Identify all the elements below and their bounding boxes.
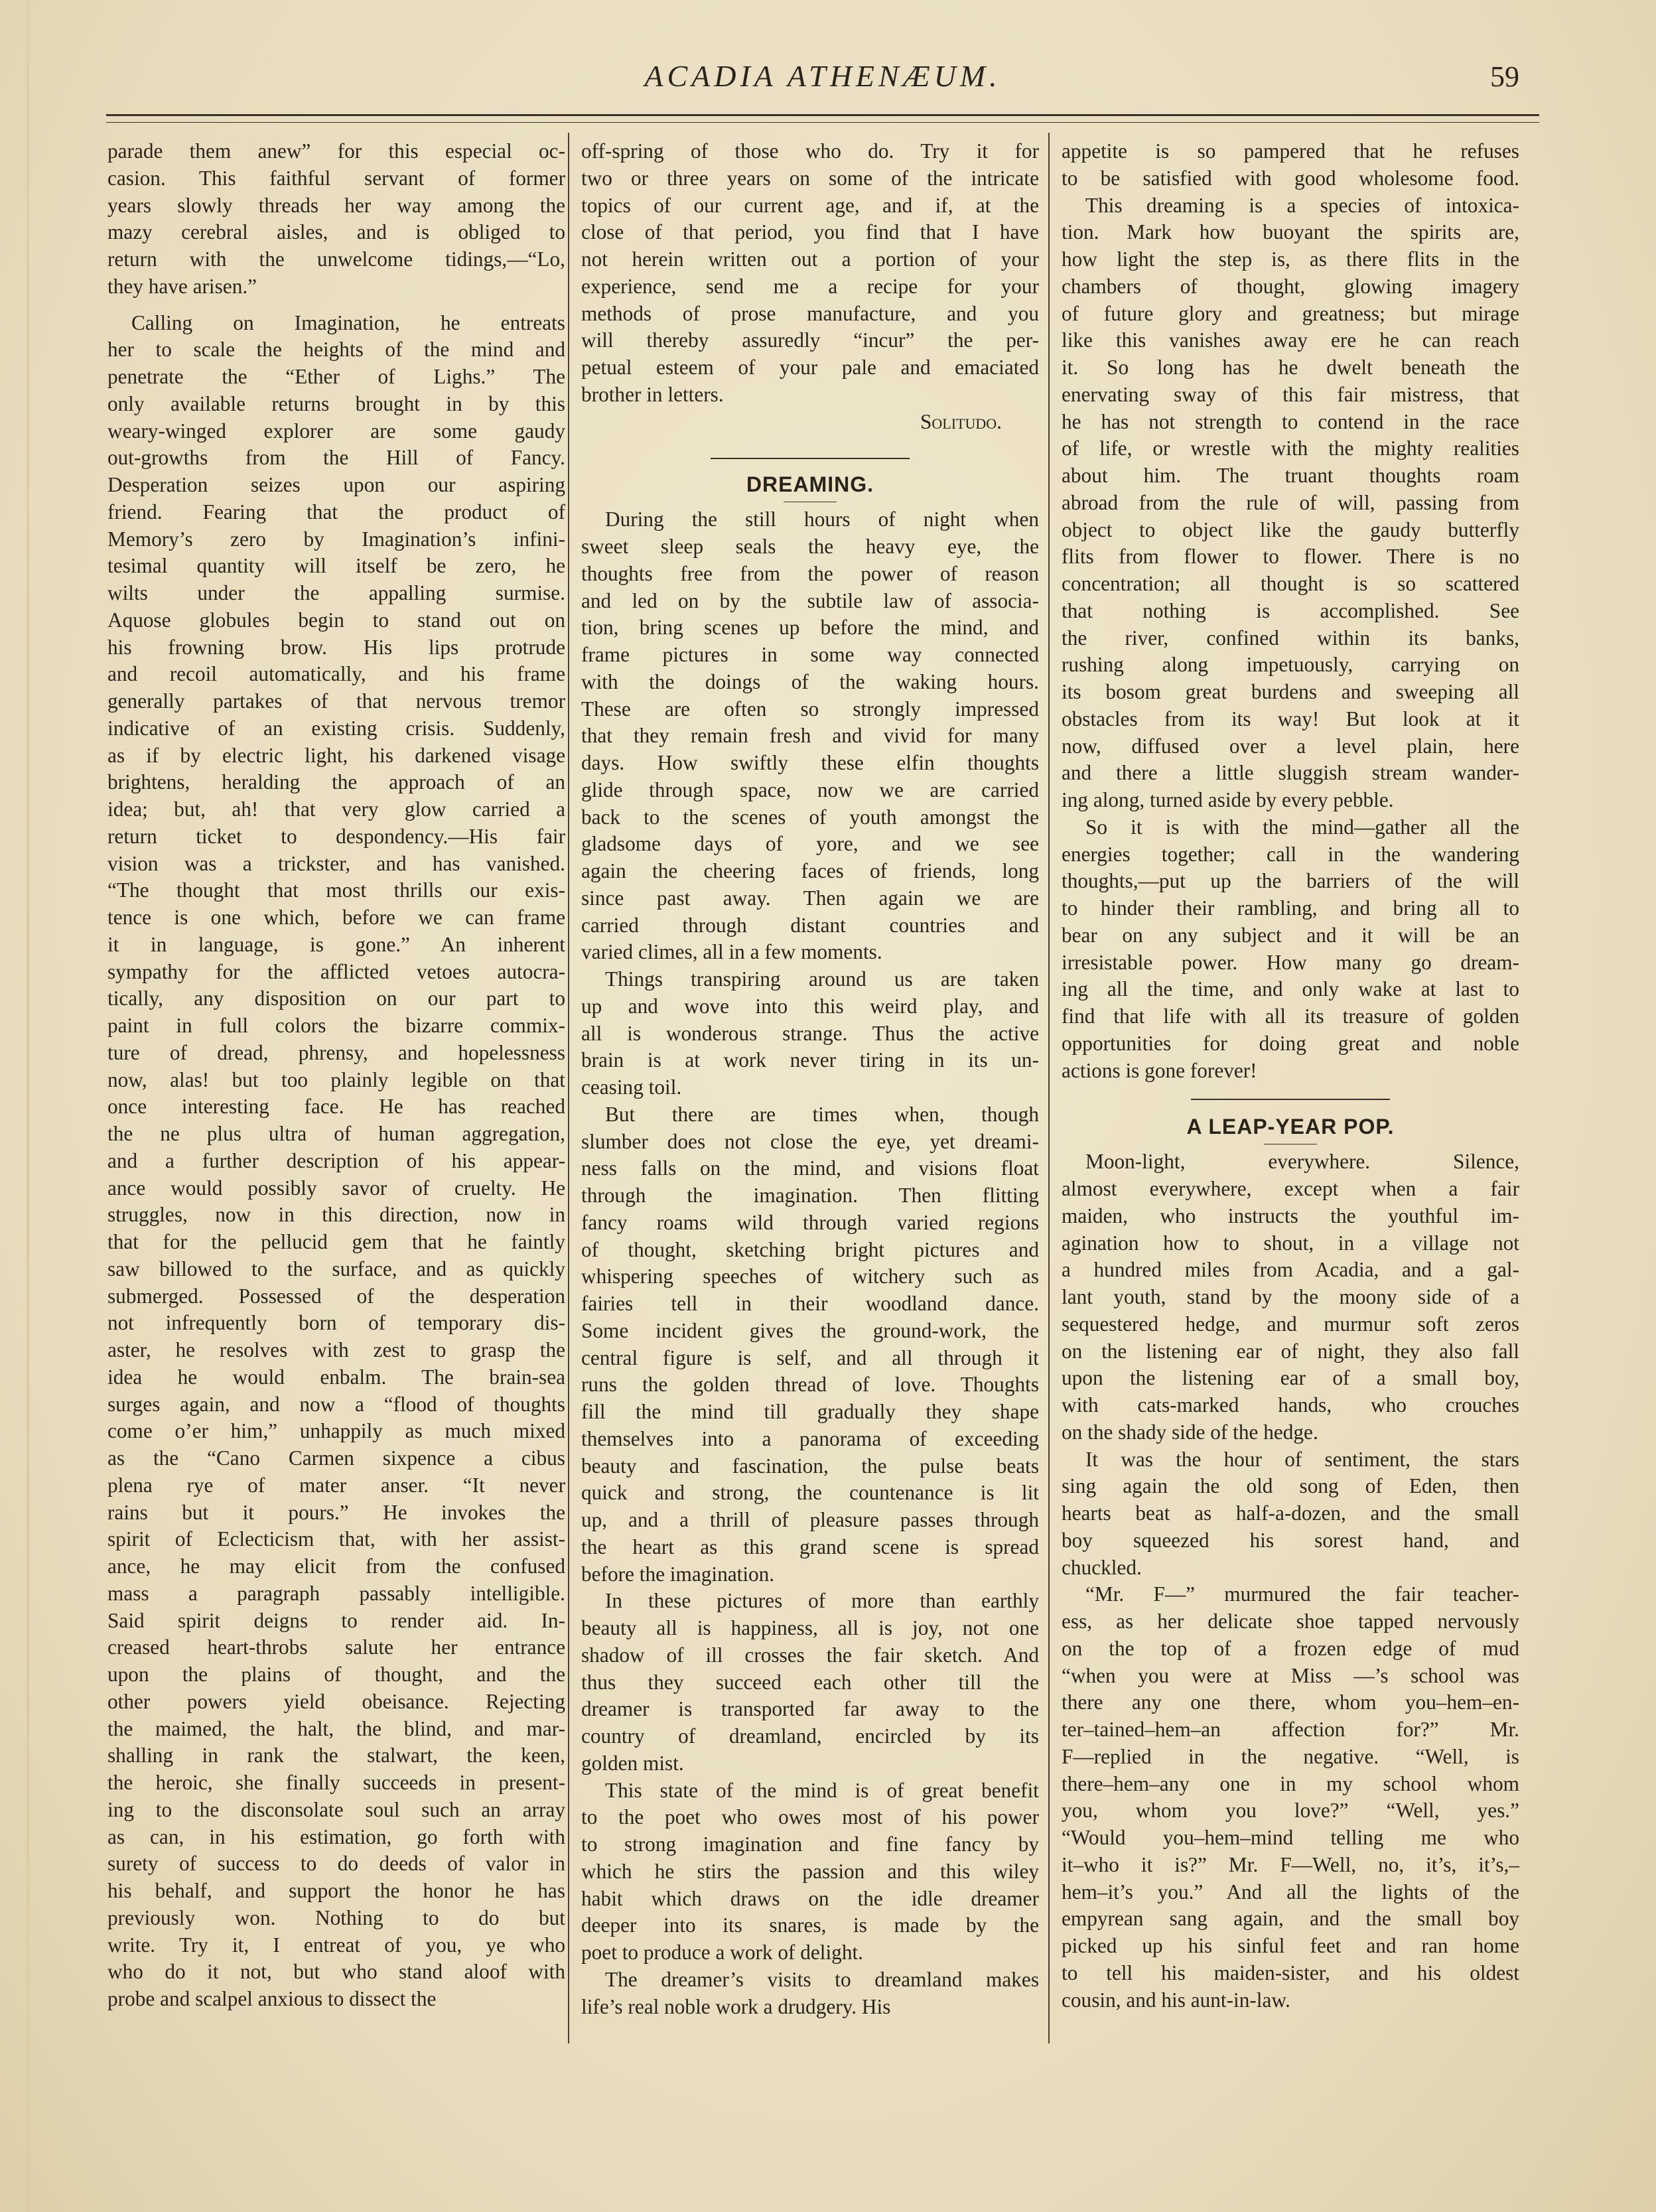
text-line: the heroic, she finally succeeds in present-	[107, 1771, 565, 1794]
text-line: abroad from the rule of will, passing from	[1062, 490, 1519, 514]
text-line: will thereby assuredly “incur” the per-	[581, 328, 1039, 352]
text-line: beauty all is happiness, all is joy, not one	[581, 1616, 1039, 1639]
text-line: lant youth, stand by the moony side of a	[1062, 1285, 1519, 1308]
text-line: cousin, and his aunt-in-law.	[1062, 1988, 1290, 2012]
text-line: Said spirit deigns to render aid. In-	[107, 1608, 565, 1632]
text-line: of life, or wrestle with the mighty realities	[1062, 437, 1519, 460]
text-line: weary-winged explorer are some gaudy	[107, 419, 565, 443]
text-line: frame pictures in some way connected	[581, 643, 1039, 666]
masthead	[106, 58, 1539, 98]
text-line: poet to produce a work of delight.	[581, 1941, 863, 1964]
text-line: beauty and fascination, the pulse beats	[581, 1454, 1039, 1478]
text-line: other powers yield obeisance. Rejecting	[107, 1689, 565, 1713]
text-line: In these pictures of more than earthly	[605, 1589, 1039, 1613]
text-line: object to object like the gaudy butterfly	[1062, 518, 1519, 541]
text-line: with cats-marked hands, who crouches	[1062, 1393, 1519, 1417]
text-line: ess, as her delicate shoe tapped nervously	[1062, 1610, 1519, 1633]
text-line: generally partakes of that nervous tremor	[107, 689, 565, 713]
text-line: fairies tell in their woodland dance.	[581, 1292, 1039, 1315]
page-fold-shadow	[27, 0, 29, 2212]
text-line: again the cheering faces of friends, long	[581, 859, 1039, 882]
text-line: friend. Fearing that the product of	[107, 500, 565, 523]
text-line: mass a paragraph passably intelligible.	[107, 1581, 565, 1605]
text-line: tesimal quantity will itself be zero, he	[107, 554, 565, 578]
text-line: So it is with the mind—gather all the	[1085, 815, 1519, 839]
text-line: F—replied in the negative. “Well, is	[1062, 1744, 1519, 1768]
text-line: Desperation seizes upon our aspiring	[107, 473, 565, 496]
text-line: experience, send me a recipe for your	[581, 274, 1039, 298]
column-2	[581, 138, 1039, 2020]
column-1	[107, 138, 565, 2013]
text-line: During the still hours of night when	[605, 508, 1039, 531]
text-line: a hundred miles from Acadia, and a gal-	[1062, 1258, 1519, 1282]
text-line: who do it not, but who stand aloof with	[107, 1960, 565, 1984]
text-line: it. So long has he dwelt beneath the	[1062, 356, 1519, 379]
text-line: sweet sleep seals the heavy eye, the	[581, 535, 1039, 558]
text-line: ness falls on the mind, and visions float	[581, 1156, 1039, 1180]
dreaming-article-body	[581, 506, 1039, 2020]
text-line: habit which draws on the idle dreamer	[581, 1886, 1039, 1910]
text-line: tion. Mark how buoyant the spirits are,	[1062, 220, 1519, 244]
text-line: sequestered hedge, and murmur soft zeros	[1062, 1312, 1519, 1336]
text-line: of future glory and greatness; but mirage	[1062, 301, 1519, 325]
text-line: irresistable power. How many go dream-	[1062, 950, 1519, 974]
text-line: not herein written out a portion of your	[581, 247, 1039, 271]
text-line: they have arisen.”	[107, 274, 257, 298]
text-line: which he stirs the passion and this wiley	[581, 1859, 1039, 1883]
text-line: and recoil automatically, and his frame	[107, 662, 565, 686]
text-line: “The thought that most thrills our exis-	[107, 878, 565, 902]
text-line: its bosom great burdens and sweeping all	[1062, 680, 1519, 703]
text-line: ing all the time, and only wake at last to	[1062, 977, 1519, 1001]
text-line: her to scale the heights of the mind and	[107, 338, 565, 362]
text-line: there any one there, whom you–hem–en-	[1062, 1691, 1519, 1714]
text-line: brother in letters.	[581, 382, 724, 406]
text-line: and there a little sluggish stream wander-	[1062, 761, 1519, 785]
text-line: maiden, who instructs the youthful im-	[1062, 1204, 1519, 1227]
article-title-leap-year-pop: A LEAP-YEAR POP.	[1186, 1115, 1395, 1139]
text-line: gladsome days of yore, and we see	[581, 832, 1039, 856]
text-line: energies together; call in the wandering	[1062, 842, 1519, 866]
text-line: now, alas! but too plainly legible on that	[107, 1068, 565, 1091]
text-line: like this vanishes away ere he can reach	[1062, 328, 1519, 352]
text-line: up, and a thrill of pleasure passes through	[581, 1508, 1039, 1531]
text-line: find that life with all its treasure of golden	[1062, 1004, 1519, 1028]
text-line: penetrate the “Ether of Lighs.” The	[107, 365, 565, 388]
text-line: ing to the disconsolate soul such an array	[107, 1797, 565, 1821]
paragraph-gap	[107, 301, 565, 310]
text-line: on the listening ear of night, they also fall	[1062, 1339, 1519, 1363]
text-line: agination how to shout, in a village not	[1062, 1231, 1519, 1255]
text-line: “when you were at Miss —’s school was	[1062, 1663, 1519, 1687]
text-line: probe and scalpel anxious to dissect the	[107, 1987, 437, 2010]
text-line: tence is one which, before we can frame	[107, 906, 565, 929]
text-line: petual esteem of your pale and emaciated	[581, 356, 1039, 379]
text-line: Things transpiring around us are taken	[605, 967, 1039, 991]
text-line: before the imagination.	[581, 1562, 775, 1586]
text-line: aster, he resolves with zest to grasp the	[107, 1338, 565, 1361]
text-line: all is wonderous strange. Thus the active	[581, 1021, 1039, 1045]
text-line: ing along, turned aside by every pebble.	[1062, 788, 1394, 811]
text-line: return ticket to despondency.—His fair	[107, 824, 565, 848]
text-line: it in language, is gone.” An inherent	[107, 932, 565, 956]
page-number: 59	[1490, 60, 1519, 93]
text-line: ture of dread, phrensy, and hopelessness	[107, 1040, 565, 1064]
text-line: glide through space, now we are carried	[581, 778, 1039, 801]
header-rule	[106, 114, 1539, 116]
text-line: thoughts free from the power of reason	[581, 561, 1039, 585]
text-line: on the shady side of the hedge.	[1062, 1420, 1318, 1444]
text-line: Aquose globules begin to stand out on	[107, 608, 565, 632]
text-line: only available returns brought in by this	[107, 391, 565, 415]
text-line: ceasing toil.	[581, 1075, 682, 1099]
text-line: to strong imagination and fine fancy by	[581, 1832, 1039, 1856]
text-line: write. Try it, I entreat of you, ye who	[107, 1933, 565, 1957]
text-line: hearts beat as half-a-dozen, and the small	[1062, 1501, 1519, 1525]
text-line: mazy cerebral aisles, and is obliged to	[107, 220, 565, 244]
text-line: about him. The truant thoughts roam	[1062, 464, 1519, 487]
text-line: two or three years on some of the intricate	[581, 166, 1039, 190]
column-3	[1062, 138, 1519, 2014]
text-line: empyrean sang again, and the small boy	[1062, 1907, 1519, 1931]
signature-solitudo: Solitudo.	[920, 409, 1002, 433]
text-line: brain is at work never tiring in its un-	[581, 1048, 1039, 1072]
text-line: ter–tained–hem–an affection for?” Mr.	[1062, 1718, 1519, 1741]
text-line: Some incident gives the ground-work, the	[581, 1318, 1039, 1342]
text-line: “Would you–hem–mind telling me who	[1062, 1826, 1519, 1849]
text-line: ance, he may elicit from the confused	[107, 1555, 565, 1578]
text-line: actions is gone forever!	[1062, 1058, 1257, 1082]
text-line: casion. This faithful servant of former	[107, 166, 565, 190]
text-line: the maimed, the halt, the blind, and mar-	[107, 1716, 565, 1740]
text-line: boy squeezed his sorest hand, and	[1062, 1528, 1519, 1552]
text-line: But there are times when, though	[605, 1102, 1039, 1126]
text-line: flits from flower to flower. There is no	[1062, 545, 1519, 569]
article-title-dreaming: DREAMING.	[746, 472, 874, 497]
text-line: brightens, heralding the approach of an	[107, 770, 565, 794]
text-line: not infrequently born of temporary dis-	[107, 1311, 565, 1335]
text-line: you, whom you love?” “Well, yes.”	[1062, 1799, 1519, 1823]
text-line: It was the hour of sentiment, the stars	[1085, 1447, 1519, 1471]
article-separator-2	[1191, 1099, 1390, 1100]
text-line: submerged. Possessed of the desperation	[107, 1284, 565, 1308]
text-line: sympathy for the afflicted vetoes autocra-	[107, 959, 565, 983]
text-line: Memory’s zero by Imagination’s infini-	[107, 527, 565, 551]
text-line: The dreamer’s visits to dreamland makes	[605, 1967, 1039, 1991]
text-line: out-growths from the Hill of Fancy.	[107, 446, 565, 470]
dreaming-article-continued	[1062, 138, 1519, 1084]
text-line: golden mist.	[581, 1751, 684, 1775]
text-line: struggles, now in this direction, now in	[107, 1203, 565, 1227]
text-line: thoughts,—put up the barriers of the will	[1062, 869, 1519, 893]
text-line: chambers of thought, glowing imagery	[1062, 274, 1519, 298]
text-line: on the top of a frozen edge of mud	[1062, 1636, 1519, 1660]
text-line: to be satisfied with good wholesome food.	[1062, 166, 1519, 190]
text-line: shalling in rank the stalwart, the keen,	[107, 1744, 565, 1767]
text-line: runs the golden thread of love. Thoughts	[581, 1373, 1039, 1397]
text-line: chuckled.	[1062, 1555, 1142, 1579]
text-line: there–hem–any one in my school whom	[1062, 1771, 1519, 1795]
text-line: parade them anew” for this especial oc-	[107, 139, 565, 163]
text-line: deeper into its snares, is made by the	[581, 1913, 1039, 1937]
text-line: fancy roams wild through varied regions	[581, 1210, 1039, 1234]
text-line: almost everywhere, except when a fair	[1062, 1177, 1519, 1200]
header-rule-thin	[106, 122, 1539, 123]
text-line: concentration; all thought is so scattered	[1062, 572, 1519, 595]
text-line: country of dreamland, encircled by its	[581, 1724, 1039, 1748]
text-line: thus they succeed each other till the	[581, 1670, 1039, 1694]
text-line: sing again the old song of Eden, then	[1062, 1474, 1519, 1498]
text-line: picked up his sinful feet and ran home	[1062, 1934, 1519, 1957]
text-line: quick and strong, the countenance is lit	[581, 1481, 1039, 1505]
text-line: enervating sway of this fair mistress, that	[1062, 382, 1519, 406]
text-line: now, diffused over a level plain, here	[1062, 734, 1519, 758]
text-line: and led on by the subtile law of associa-	[581, 588, 1039, 612]
text-line: that they remain fresh and vivid for many	[581, 724, 1039, 748]
text-line: obstacles from its way! But look at it	[1062, 707, 1519, 730]
text-line: up and wove into this weird play, and	[581, 994, 1039, 1018]
text-line: to tell his maiden-sister, and his oldest	[1062, 1961, 1519, 1984]
text-line: to hinder their rambling, and bring all to	[1062, 896, 1519, 920]
text-line: slumber does not close the eye, yet dreami-	[581, 1129, 1039, 1153]
text-line: bear on any subject and it will be an	[1062, 923, 1519, 947]
text-line: that for the pellucid gem that he faintly	[107, 1230, 565, 1253]
article-separator	[711, 458, 910, 459]
text-line: whispering speeches of witchery such as	[581, 1265, 1039, 1288]
text-line: dreamer is transported far away to the	[581, 1697, 1039, 1721]
text-line: central figure is self, and all through it	[581, 1346, 1039, 1369]
text-line: fill the mind till gradually they shape	[581, 1400, 1039, 1423]
text-line: with the doings of the waking hours.	[581, 669, 1039, 693]
text-line: the ne plus ultra of human aggregation,	[107, 1122, 565, 1145]
text-line: how light the step is, as there flits in the	[1062, 247, 1519, 271]
leap-year-article-body	[1062, 1148, 1519, 2014]
text-line: topics of our current age, and if, at the	[581, 193, 1039, 217]
text-line: off-spring of those who do. Try it for	[581, 139, 1039, 163]
text-line: his frowning brow. His lips protrude	[107, 635, 565, 659]
text-line: This state of the mind is of great benefit	[605, 1778, 1039, 1802]
text-line: previously won. Nothing to do but	[107, 1905, 565, 1929]
text-line: and a further description of his appear-	[107, 1148, 565, 1172]
publication-title: ACADIA ATHENÆUM.	[644, 59, 1001, 93]
text-line: return with the unwelcome tidings,—“Lo,	[107, 247, 565, 271]
text-line: opportunities for doing great and noble	[1062, 1031, 1519, 1055]
column-divider-2	[1048, 133, 1050, 2043]
text-line: ance would possibly savor of cruelty. He	[107, 1176, 565, 1200]
text-line: Moon-light, everywhere. Silence,	[1085, 1150, 1519, 1174]
text-line: spirit of Eclecticism that, with her assist-	[107, 1527, 565, 1551]
text-line: methods of prose manufacture, and you	[581, 301, 1039, 325]
text-line: tically, any disposition on our part to	[107, 987, 565, 1010]
text-line: close of that period, you find that I have	[581, 220, 1039, 244]
text-line: upon the listening ear of a small boy,	[1062, 1366, 1519, 1390]
text-line: upon the plains of thought, and the	[107, 1663, 565, 1686]
text-line: the river, confined within its banks,	[1062, 626, 1519, 650]
solitudo-essay-end	[581, 138, 1039, 409]
text-line: it–who it is?” Mr. F—Well, no, it’s, it’s,–	[1062, 1852, 1519, 1876]
text-line: through the imagination. Then flitting	[581, 1184, 1039, 1207]
text-line: he has not strength to contend in the race	[1062, 409, 1519, 433]
text-line: This dreaming is a species of intoxica-	[1085, 193, 1519, 217]
text-line: once interesting face. He has reached	[107, 1095, 565, 1119]
text-line: days. How swiftly these elfin thoughts	[581, 751, 1039, 774]
text-line: vision was a trickster, and has vanished.	[107, 851, 565, 875]
text-line: idea he would enbalm. The brain-sea	[107, 1365, 565, 1389]
text-line: themselves into a panorama of exceeding	[581, 1426, 1039, 1450]
text-line: hem–it’s you.” And all the lights of the	[1062, 1880, 1519, 1903]
text-line: varied climes, all in a few moments.	[581, 940, 882, 964]
text-line: wilts under the appalling surmise.	[107, 581, 565, 604]
text-line: creased heart-throbs salute her entrance	[107, 1635, 565, 1659]
text-line: These are often so strongly impressed	[581, 697, 1039, 721]
text-line: carried through distant countries and	[581, 913, 1039, 937]
text-line: that nothing is accomplished. See	[1062, 598, 1519, 622]
text-line: plena rye of mater anser. “It never	[107, 1473, 565, 1497]
text-line: to the poet who owes most of his power	[581, 1805, 1039, 1829]
text-line: the heart as this grand scene is spread	[581, 1535, 1039, 1558]
text-line: rains but it pours.” He invokes the	[107, 1500, 565, 1524]
text-line: as the “Cano Carmen sixpence a cibus	[107, 1446, 565, 1470]
text-line: since past away. Then again we are	[581, 886, 1039, 910]
text-line: idea; but, ah! that very glow carried a	[107, 797, 565, 821]
text-line: years slowly threads her way among the	[107, 193, 565, 217]
text-line: come o’er him,” unhappily as much mixed	[107, 1419, 565, 1443]
column-divider-1	[568, 133, 569, 2043]
text-line: as can, in his estimation, go forth with	[107, 1825, 565, 1848]
text-line: paint in full colors the bizarre commix-	[107, 1014, 565, 1037]
text-line: rushing along impetuously, carrying on	[1062, 653, 1519, 677]
text-line: back to the scenes of youth amongst the	[581, 805, 1039, 829]
text-line: surges again, and now a “flood of thoughts	[107, 1392, 565, 1416]
text-line: indicative of an existing crisis. Suddenly,	[107, 716, 565, 740]
text-line: tion, bring scenes up before the mind, and	[581, 616, 1039, 640]
text-line: Calling on Imagination, he entreats	[131, 311, 565, 334]
text-line: his behalf, and support the honor he has	[107, 1879, 565, 1902]
text-line: surety of success to do deeds of valor in	[107, 1852, 565, 1876]
text-line: life’s real noble work a drudgery. His	[581, 1994, 891, 2018]
text-line: “Mr. F—” murmured the fair teacher-	[1085, 1582, 1519, 1606]
text-line: as if by electric light, his darkened visage	[107, 743, 565, 767]
text-line: of thought, sketching bright pictures and	[581, 1237, 1039, 1261]
text-line: shadow of ill crosses the fair sketch. And	[581, 1643, 1039, 1667]
text-line: appetite is so pampered that he refuses	[1062, 139, 1519, 163]
text-line: saw billowed to the surface, and as quickly	[107, 1257, 565, 1280]
